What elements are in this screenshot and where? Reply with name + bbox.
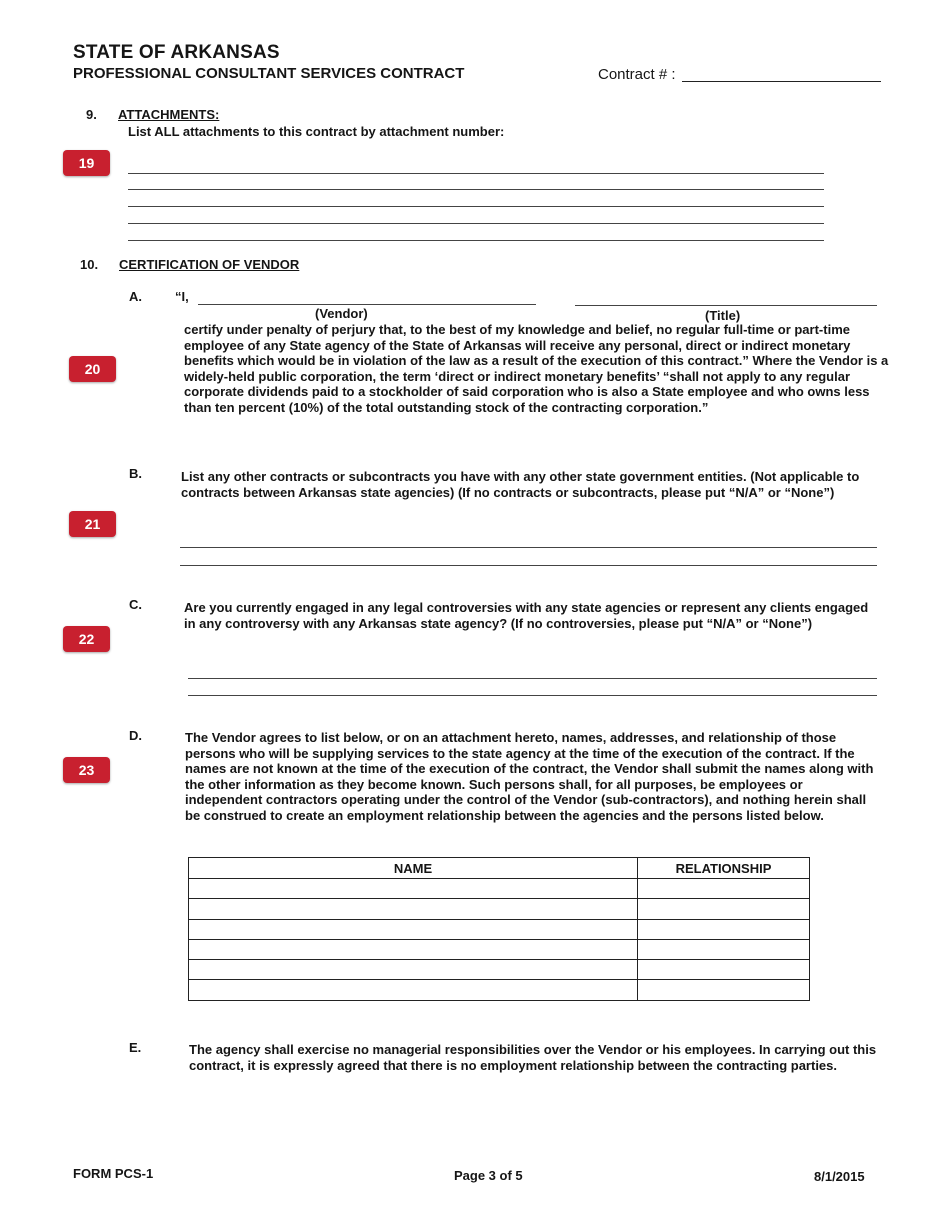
marker-badge-20: 20: [69, 356, 116, 382]
footer-date: 8/1/2015: [814, 1169, 865, 1184]
marker-badge-21: 21: [69, 511, 116, 537]
item-a-open-quote: “I,: [175, 289, 189, 304]
item-a-certification-text: certify under penalty of perjury that, to the best of my knowledge and belief, no regular full-time or part-time employee of any State agency of the State of Arkansas will receive any personal, direct or indirect monetary benefits which would be in violation of the law as a result of the execution of this contract.” Where the Vendor is a widely-held public corporation, the term ‘direct or indirect monetary benefits’ “shall not apply to any regular corporate dividends paid to a stockholder of said corporation who is also a State employee and who owns less than ten percent (10%) of the total outstanding stock of the contracting corporation.”: [184, 322, 889, 415]
marker-badge-23: 23: [63, 757, 110, 783]
name-cell[interactable]: [189, 939, 638, 959]
section-10-number: 10.: [80, 257, 99, 272]
table-row: [189, 919, 810, 939]
item-d-text: The Vendor agrees to list below, or on an attachment hereto, names, addresses, and relationship of those persons who will be supplying services to the state agency at the time of the execution of the contract. If the names are not known at the time of the execution of the contract, the Vendor shall submit the names along with the other information as they become known. Such persons shall, for all purposes, be employees or independent contractors operating under the control of the Vendor (sub-contractors), and nothing herein shall be construed to create an employment relationship between the agencies and the persons listed below.: [185, 730, 874, 823]
vendor-title-field[interactable]: [575, 305, 877, 306]
section-9-number: 9.: [86, 107, 97, 122]
contract-number-label: Contract # :: [598, 66, 676, 83]
name-cell[interactable]: [189, 980, 638, 1000]
name-cell[interactable]: [189, 879, 638, 899]
name-cell[interactable]: [189, 960, 638, 980]
title-label: (Title): [705, 308, 741, 323]
item-e-letter: E.: [129, 1040, 142, 1055]
item-e-text: The agency shall exercise no managerial responsibilities over the Vendor or his employees. In carrying out this contract, it is expressly agreed that there is no employment relationship between the contracting parties.: [189, 1042, 877, 1073]
contract-number-field[interactable]: [682, 81, 881, 82]
item-b-text: List any other contracts or subcontracts you have with any other state government entities. (Not applicable to contracts between Arkansas state agencies) (If no contracts or subcontracts, please put “N/A” or “None”): [181, 469, 860, 500]
marker-badge-22: 22: [63, 626, 110, 652]
item-c-text: Are you currently engaged in any legal controversies with any state agencies or represent any clients engaged in any controversy with any Arkansas state agency? (If no controversies, please put “N/A” or “None”): [184, 600, 869, 631]
marker-badge-19: 19: [63, 150, 110, 176]
column-header-name: NAME: [189, 858, 638, 879]
vendor-label: (Vendor): [315, 306, 368, 321]
item-d-letter: D.: [129, 728, 142, 743]
attachment-line-4[interactable]: [128, 223, 824, 224]
column-header-relationship: RELATIONSHIP: [638, 858, 810, 879]
name-cell[interactable]: [189, 899, 638, 919]
table-row: [189, 879, 810, 899]
table-row: [189, 960, 810, 980]
attachment-line-3[interactable]: [128, 206, 824, 207]
section-9-title: ATTACHMENTS:: [118, 107, 220, 122]
footer-form-id: FORM PCS-1: [73, 1166, 154, 1181]
contracts-line-2[interactable]: [180, 565, 877, 566]
relationship-cell[interactable]: [638, 939, 810, 959]
item-c-letter: C.: [129, 597, 142, 612]
section-10-title: CERTIFICATION OF VENDOR: [119, 257, 300, 272]
contract-type-title: PROFESSIONAL CONSULTANT SERVICES CONTRACT: [73, 65, 465, 82]
personnel-table: [188, 857, 810, 1001]
controversies-line-1[interactable]: [188, 678, 877, 679]
section-9-instruction: List ALL attachments to this contract by attachment number:: [128, 124, 505, 139]
relationship-cell[interactable]: [638, 960, 810, 980]
relationship-cell[interactable]: [638, 919, 810, 939]
state-title: STATE OF ARKANSAS: [73, 42, 280, 63]
table-row: [189, 939, 810, 959]
attachment-line-1[interactable]: [128, 173, 824, 174]
attachment-line-2[interactable]: [128, 189, 824, 190]
relationship-cell[interactable]: [638, 899, 810, 919]
relationship-cell[interactable]: [638, 879, 810, 899]
contracts-line-1[interactable]: [180, 547, 877, 548]
name-cell[interactable]: [189, 919, 638, 939]
table-row: [189, 980, 810, 1000]
vendor-name-field[interactable]: [198, 304, 536, 305]
item-b-letter: B.: [129, 466, 142, 481]
attachment-line-5[interactable]: [128, 240, 824, 241]
relationship-cell[interactable]: [638, 980, 810, 1000]
controversies-line-2[interactable]: [188, 695, 877, 696]
table-row: [189, 899, 810, 919]
footer-page-number: Page 3 of 5: [454, 1168, 523, 1183]
item-a-letter: A.: [129, 289, 142, 304]
